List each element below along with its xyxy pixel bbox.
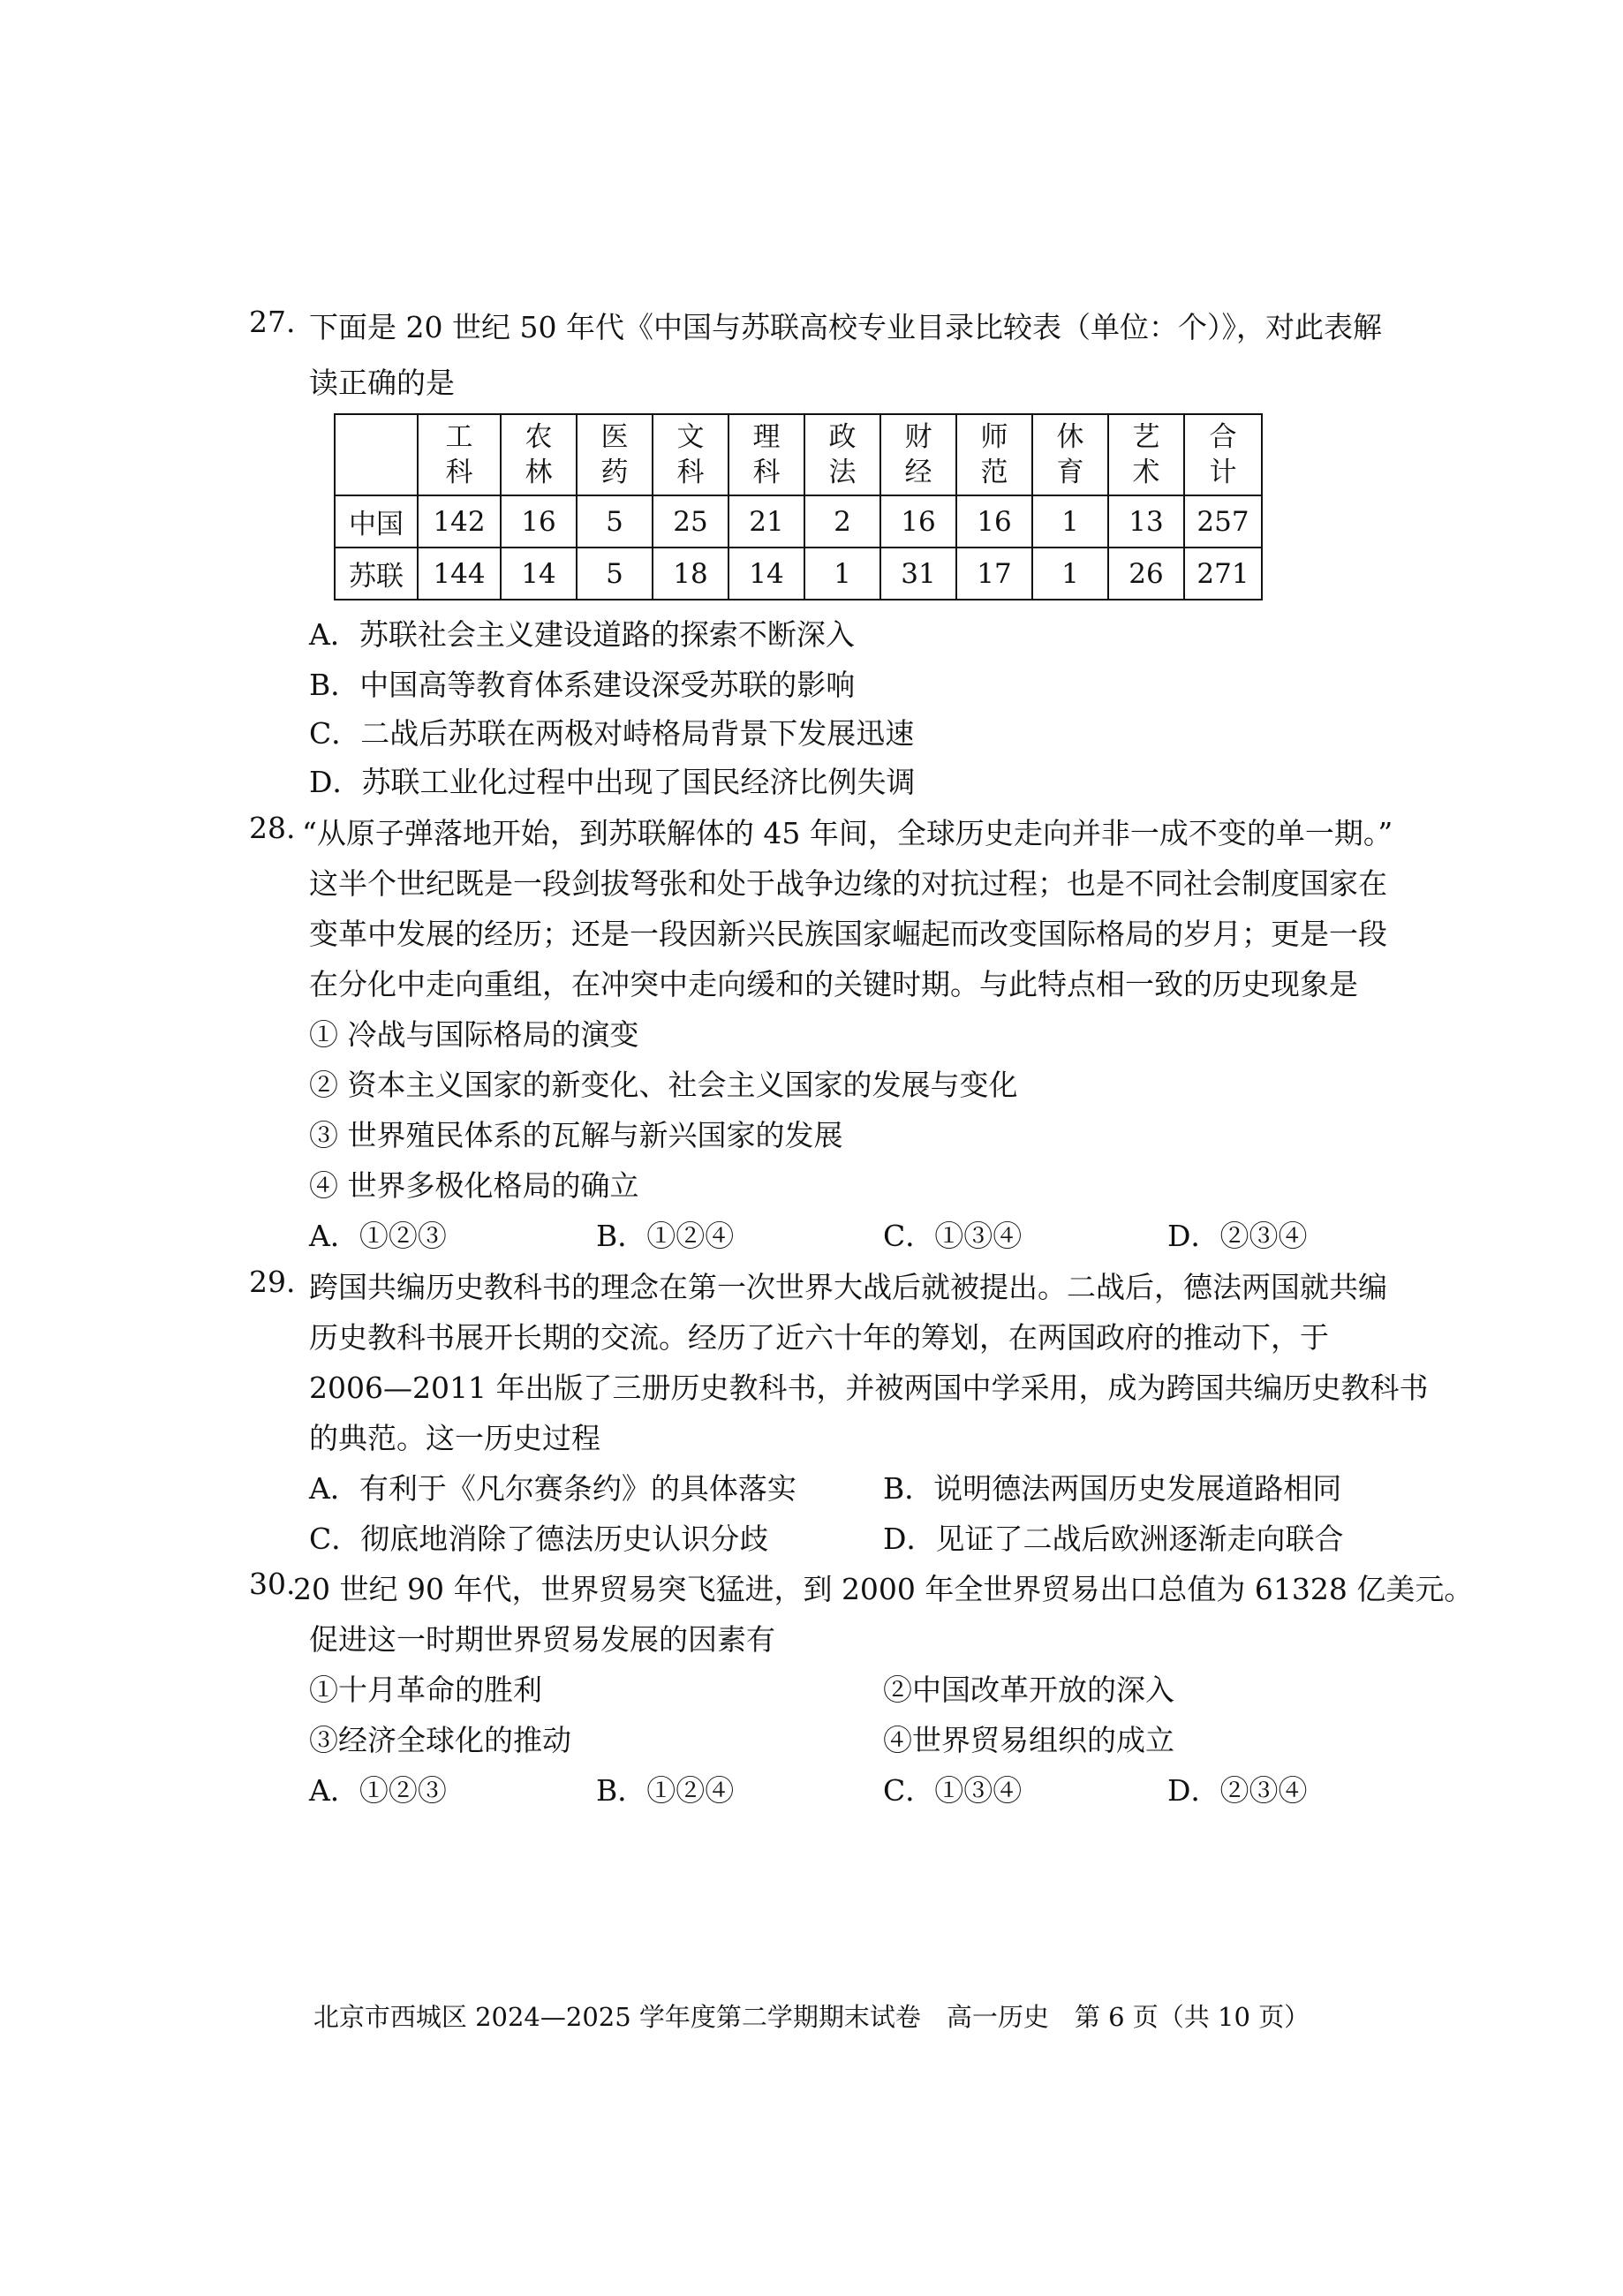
table-cell: 21 [728,495,804,548]
table-cell: 26 [1108,548,1184,600]
question-28-stem: “从原子弹落地开始，到苏联解体的 45 年间，全球历史走向并非一成不变的单一期。” [302,816,1393,850]
page-footer: 北京市西城区 2024—2025 学年度第二学期期末试卷 高一历史 第 6 页（共 10 页） [313,2002,1310,2032]
table-cell: 2 [804,495,880,548]
comparison-table [334,413,1263,600]
statement-item: ① 冷战与国际格局的演变 [309,1017,639,1052]
question-29-stem: 历史教科书展开长期的交流。经历了近六十年的筹划，在两国政府的推动下，于 [309,1320,1329,1355]
table-cell: 1 [1032,548,1108,600]
statement-item: ④世界贸易组织的成立 [883,1723,1174,1757]
question-30-stem: 促进这一时期世界贸易发展的因素有 [309,1622,775,1657]
table-cell: 18 [653,548,728,600]
question-29-stem: 2006—2011 年出版了三册历史教科书，并被两国中学采用，成为跨国共编历史教科书 [309,1371,1429,1405]
table-cell: 1 [1032,495,1108,548]
question-28-stem: 变革中发展的经历；还是一段因新兴民族国家崛起而改变国际格局的岁月；更是一段 [309,917,1387,951]
header-cell: 休 育 [1032,414,1108,495]
table-row [335,548,1262,600]
table-corner-cell [335,414,418,495]
question-30-stem: 20 世纪 90 年代，世界贸易突飞猛进，到 2000 年全世界贸易出口总值为 61328 亿美元。 [293,1572,1474,1606]
table-cell: 5 [577,495,653,548]
option-d: D．见证了二战后欧洲逐渐走向联合 [883,1522,1344,1556]
option-b: B．①②④ [596,1773,735,1808]
header-cell: 财 经 [880,414,956,495]
table-cell: 14 [501,548,577,600]
table-cell: 142 [418,495,501,548]
option-d: D．苏联工业化过程中出现了国民经济比例失调 [309,765,916,799]
option-c: C．二战后苏联在两极对峙格局背景下发展迅速 [309,716,915,751]
option-a: A．①②③ [309,1219,447,1253]
header-cell: 医 药 [577,414,653,495]
statement-item: ①十月革命的胜利 [309,1673,542,1707]
statement-item: ②中国改革开放的深入 [883,1673,1174,1707]
option-a: A．苏联社会主义建设道路的探索不断深入 [309,617,855,652]
option-b: B．中国高等教育体系建设深受苏联的影响 [309,668,856,702]
option-c: C．彻底地消除了德法历史认识分歧 [309,1522,769,1556]
question-28-stem: 在分化中走向重组，在冲突中走向缓和的关键时期。与此特点相一致的历史现象是 [309,967,1358,1001]
header-cell: 工 科 [418,414,501,495]
table-row [335,495,1262,548]
row-label: 苏联 [335,548,418,600]
header-cell: 农 林 [501,414,577,495]
statement-item: ④ 世界多极化格局的确立 [309,1168,639,1203]
statement-item: ③ 世界殖民体系的瓦解与新兴国家的发展 [309,1118,843,1152]
statement-item: ② 资本主义国家的新变化、社会主义国家的发展与变化 [309,1068,1018,1102]
question-27-number: 27. [249,305,296,339]
table-cell: 1 [804,548,880,600]
table-cell: 144 [418,548,501,600]
table-cell: 271 [1184,548,1262,600]
question-29-stem: 的典范。这一历史过程 [309,1421,600,1455]
statement-item: ③经济全球化的推动 [309,1723,571,1757]
option-b: B．说明德法两国历史发展道路相同 [883,1471,1342,1506]
header-cell: 师 范 [956,414,1032,495]
option-a: A．①②③ [309,1773,447,1808]
table-cell: 31 [880,548,956,600]
table-cell: 13 [1108,495,1184,548]
header-cell: 政 法 [804,414,880,495]
option-a: A．有利于《凡尔赛条约》的具体落实 [309,1471,796,1506]
table-cell: 257 [1184,495,1262,548]
table-header-row [335,414,1262,495]
option-b: B．①②④ [596,1219,735,1253]
table-cell: 14 [728,548,804,600]
question-28-stem: 这半个世纪既是一段剑拔弩张和处于战争边缘的对抗过程；也是不同社会制度国家在 [309,866,1387,901]
table-cell: 17 [956,548,1032,600]
header-cell: 艺 术 [1108,414,1184,495]
table-cell: 16 [880,495,956,548]
option-d: D．②③④ [1167,1773,1308,1808]
table-cell: 16 [956,495,1032,548]
option-d: D．②③④ [1167,1219,1308,1253]
question-30-number: 30. [249,1567,296,1601]
question-28-number: 28. [249,811,296,845]
question-29-stem: 跨国共编历史教科书的理念在第一次世界大战后就被提出。二战后，德法两国就共编 [309,1270,1387,1304]
table-cell: 5 [577,548,653,600]
header-cell: 理 科 [728,414,804,495]
row-label: 中国 [335,495,418,548]
table-cell: 25 [653,495,728,548]
question-29-number: 29. [249,1265,296,1299]
option-c: C．①③④ [883,1219,1023,1253]
option-c: C．①③④ [883,1773,1023,1808]
header-cell: 文 科 [653,414,728,495]
header-cell: 合 计 [1184,414,1262,495]
question-27-stem: 读正确的是 [309,366,455,400]
table-cell: 16 [501,495,577,548]
question-27-stem: 下面是 20 世纪 50 年代《中国与苏联高校专业目录比较表（单位：个）》，对此表解 [309,310,1382,344]
